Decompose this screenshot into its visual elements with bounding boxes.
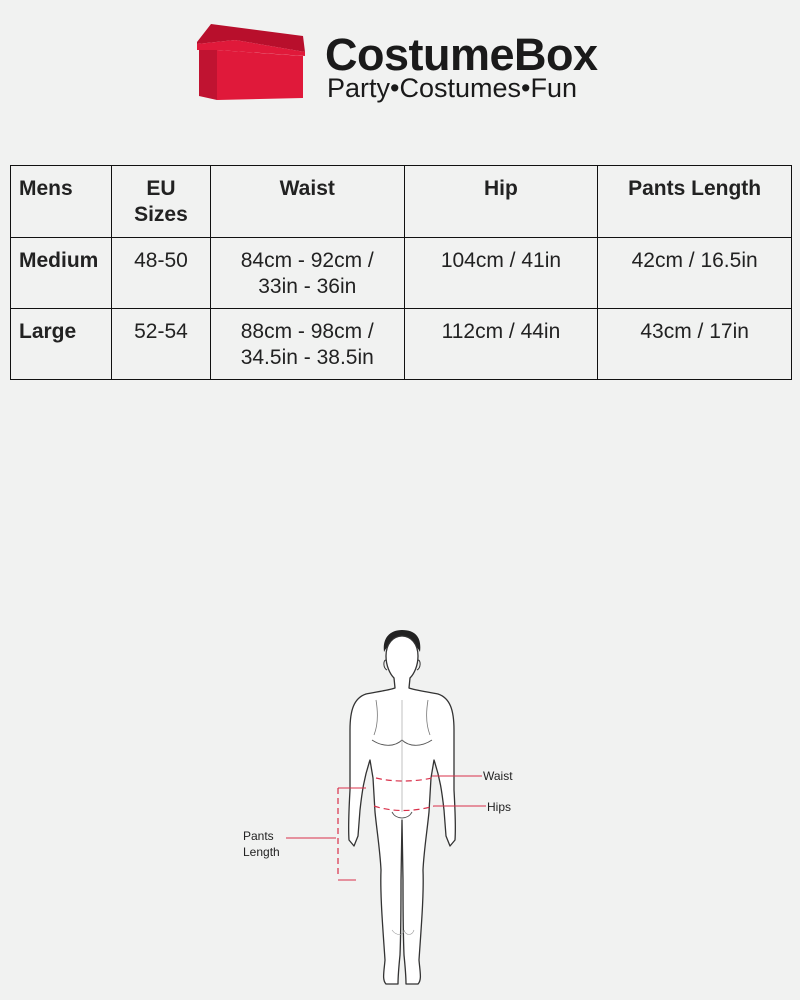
pants-length-label-line2: Length bbox=[243, 845, 280, 859]
cell-waist bbox=[210, 309, 404, 380]
table-header-row bbox=[11, 166, 792, 238]
body-measurement-diagram bbox=[230, 625, 530, 995]
cell-pants-length: 42cm / 16.5in bbox=[598, 238, 792, 309]
pants-length-label-line1: Pants bbox=[243, 829, 274, 843]
cell-hip: 112cm / 44in bbox=[404, 309, 598, 380]
cell-eu: 52-54 bbox=[111, 309, 210, 380]
waist-line2: 33in - 36in bbox=[258, 275, 357, 298]
table-row bbox=[11, 238, 792, 309]
size-chart-table bbox=[10, 165, 792, 380]
header-eu-sizes bbox=[111, 166, 210, 238]
cell-pants-length: 43cm / 17in bbox=[598, 309, 792, 380]
body-figure-svg bbox=[230, 625, 530, 995]
cell-eu: 48-50 bbox=[111, 238, 210, 309]
header-eu-sizes-text: EU Sizes bbox=[134, 177, 188, 226]
waist-line1: 88cm - 98cm / bbox=[240, 320, 374, 343]
box-icon bbox=[195, 20, 310, 102]
waist-line2: 34.5in - 38.5in bbox=[240, 346, 374, 369]
row-label: Medium bbox=[11, 238, 112, 309]
row-label: Large bbox=[11, 309, 112, 380]
cell-waist bbox=[210, 238, 404, 309]
waist-label: Waist bbox=[483, 769, 513, 783]
header-hip: Hip bbox=[404, 166, 598, 238]
table-row bbox=[11, 309, 792, 380]
header-pants-length: Pants Length bbox=[598, 166, 792, 238]
waist-line1: 84cm - 92cm / bbox=[240, 249, 374, 272]
hips-label: Hips bbox=[487, 800, 512, 814]
brand-name: CostumeBox bbox=[325, 29, 598, 80]
header-mens: Mens bbox=[11, 166, 112, 238]
brand-tagline: Party•Costumes•Fun bbox=[327, 73, 577, 103]
cell-hip: 104cm / 41in bbox=[404, 238, 598, 309]
brand-logo bbox=[195, 20, 615, 105]
header-waist: Waist bbox=[210, 166, 404, 238]
